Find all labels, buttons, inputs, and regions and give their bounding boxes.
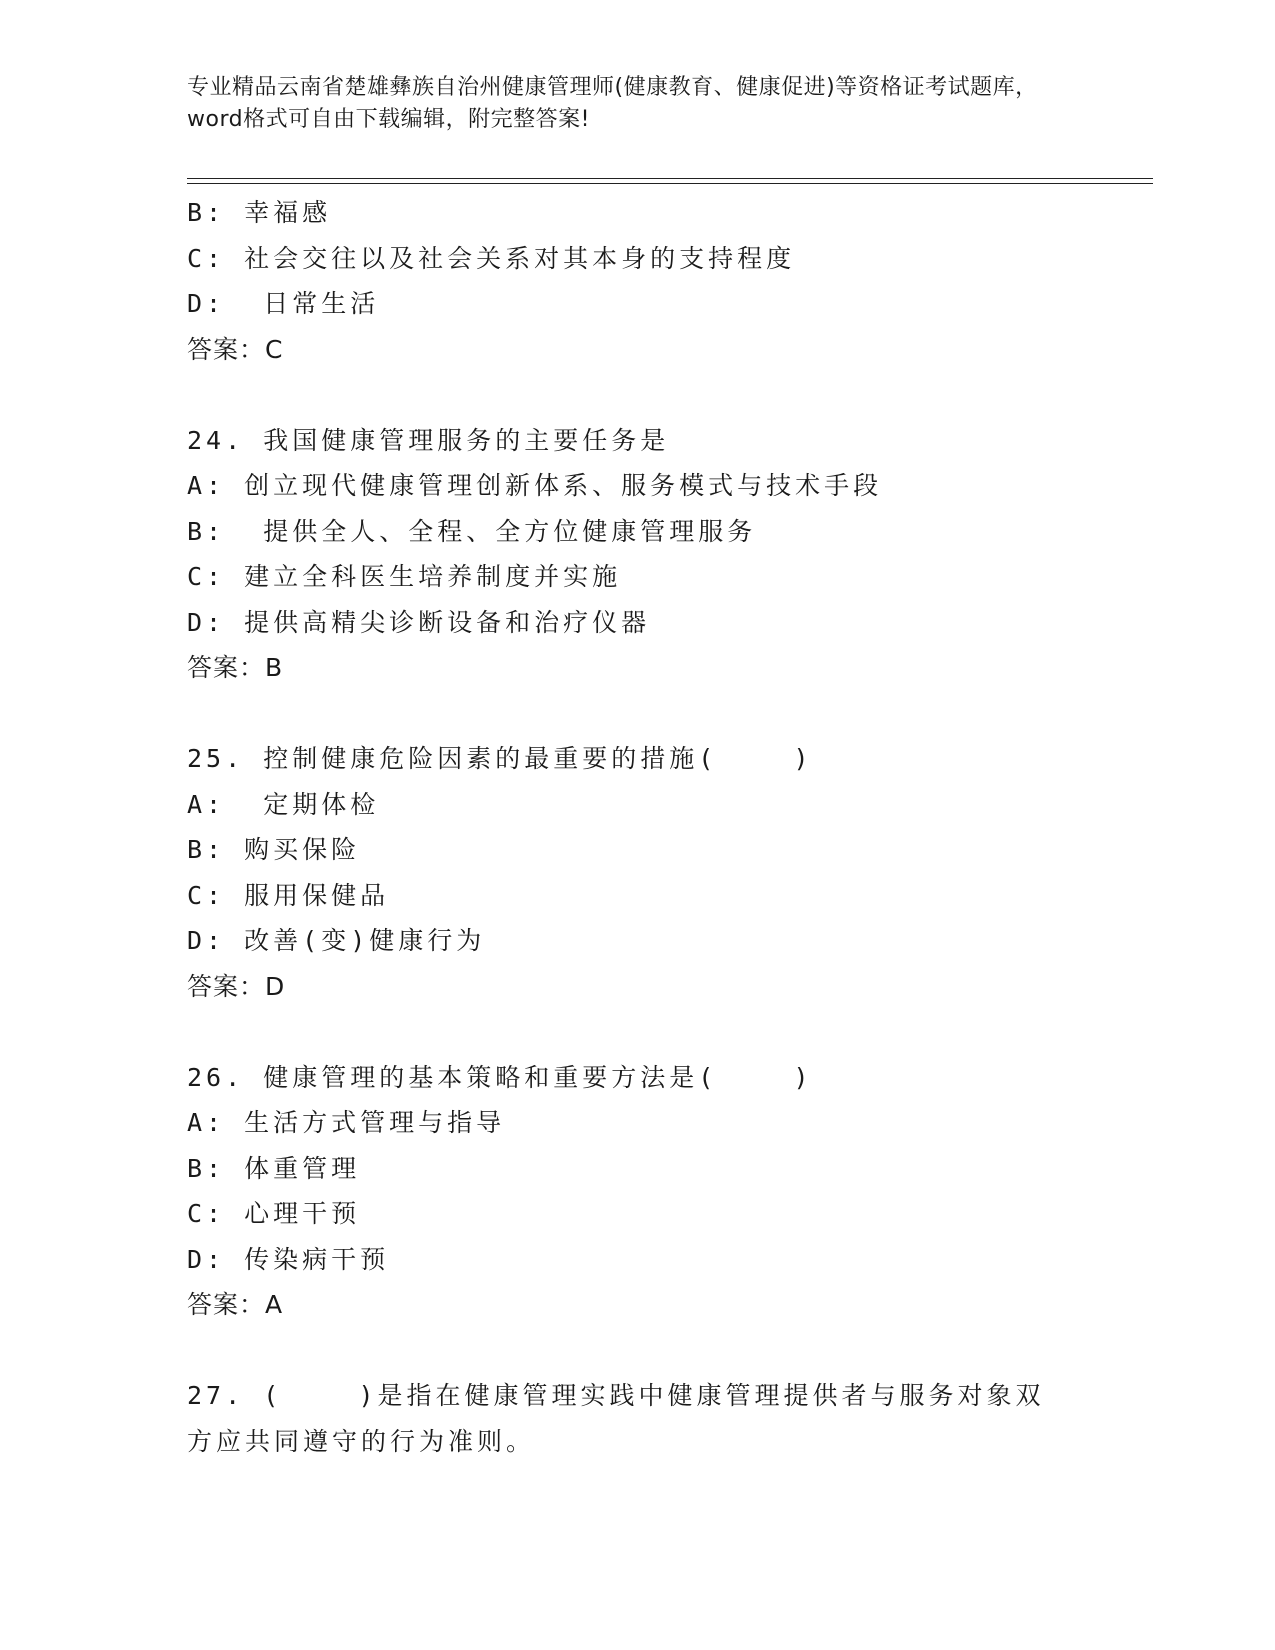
- header-divider-top: [187, 178, 1153, 179]
- option-d: D: 日常生活: [187, 289, 380, 318]
- header-divider-bottom: [187, 183, 1153, 184]
- option-a: A: 生活方式管理与指导: [187, 1108, 506, 1137]
- option-d: D: 传染病干预: [187, 1244, 390, 1274]
- question-block: [187, 1373, 1137, 1464]
- option-c: C: 建立全科医生培养制度并实施: [187, 562, 622, 591]
- question-text: 27. ( )是指在健康管理实践中健康管理提供者与服务对象双方应共同遵守的行为准则。: [187, 1381, 1045, 1456]
- question-block: [187, 418, 1137, 691]
- answer-line: 答案：B: [187, 653, 284, 682]
- question-block: [187, 190, 1137, 372]
- option-b: B: 体重管理: [187, 1153, 361, 1183]
- question-text: 26. 健康管理的基本策略和重要方法是( ): [187, 1062, 813, 1092]
- question-text: 25. 控制健康危险因素的最重要的措施( ): [187, 744, 813, 773]
- option-a: A: 创立现代健康管理创新体系、服务模式与技术手段: [187, 471, 883, 500]
- option-a: A: 定期体检: [187, 789, 380, 819]
- option-b: B: 提供全人、全程、全方位健康管理服务: [187, 516, 757, 546]
- option-b: B: 购买保险: [187, 835, 361, 864]
- option-c: C: 社会交往以及社会关系对其本身的支持程度: [187, 243, 796, 273]
- option-d: D: 改善(变)健康行为: [187, 926, 486, 955]
- question-block: [187, 1055, 1137, 1328]
- option-c: C: 服用保健品: [187, 880, 390, 910]
- option-c: C: 心理干预: [187, 1199, 361, 1228]
- question-text: 24. 我国健康管理服务的主要任务是: [187, 425, 670, 455]
- question-list: [187, 190, 1137, 1464]
- question-block: [187, 736, 1137, 1009]
- answer-line: 答案：C: [187, 334, 284, 364]
- document-header: 专业精品云南省楚雄彝族自治州健康管理师(健康教育、健康促进)等资格证考试题库，word格式可自由下载编辑，附完整答案!: [187, 75, 1038, 132]
- option-b: B: 幸福感: [187, 198, 332, 227]
- answer-line: 答案：A: [187, 1290, 284, 1319]
- answer-line: 答案：D: [187, 971, 286, 1001]
- option-d: D: 提供高精尖诊断设备和治疗仪器: [187, 607, 651, 637]
